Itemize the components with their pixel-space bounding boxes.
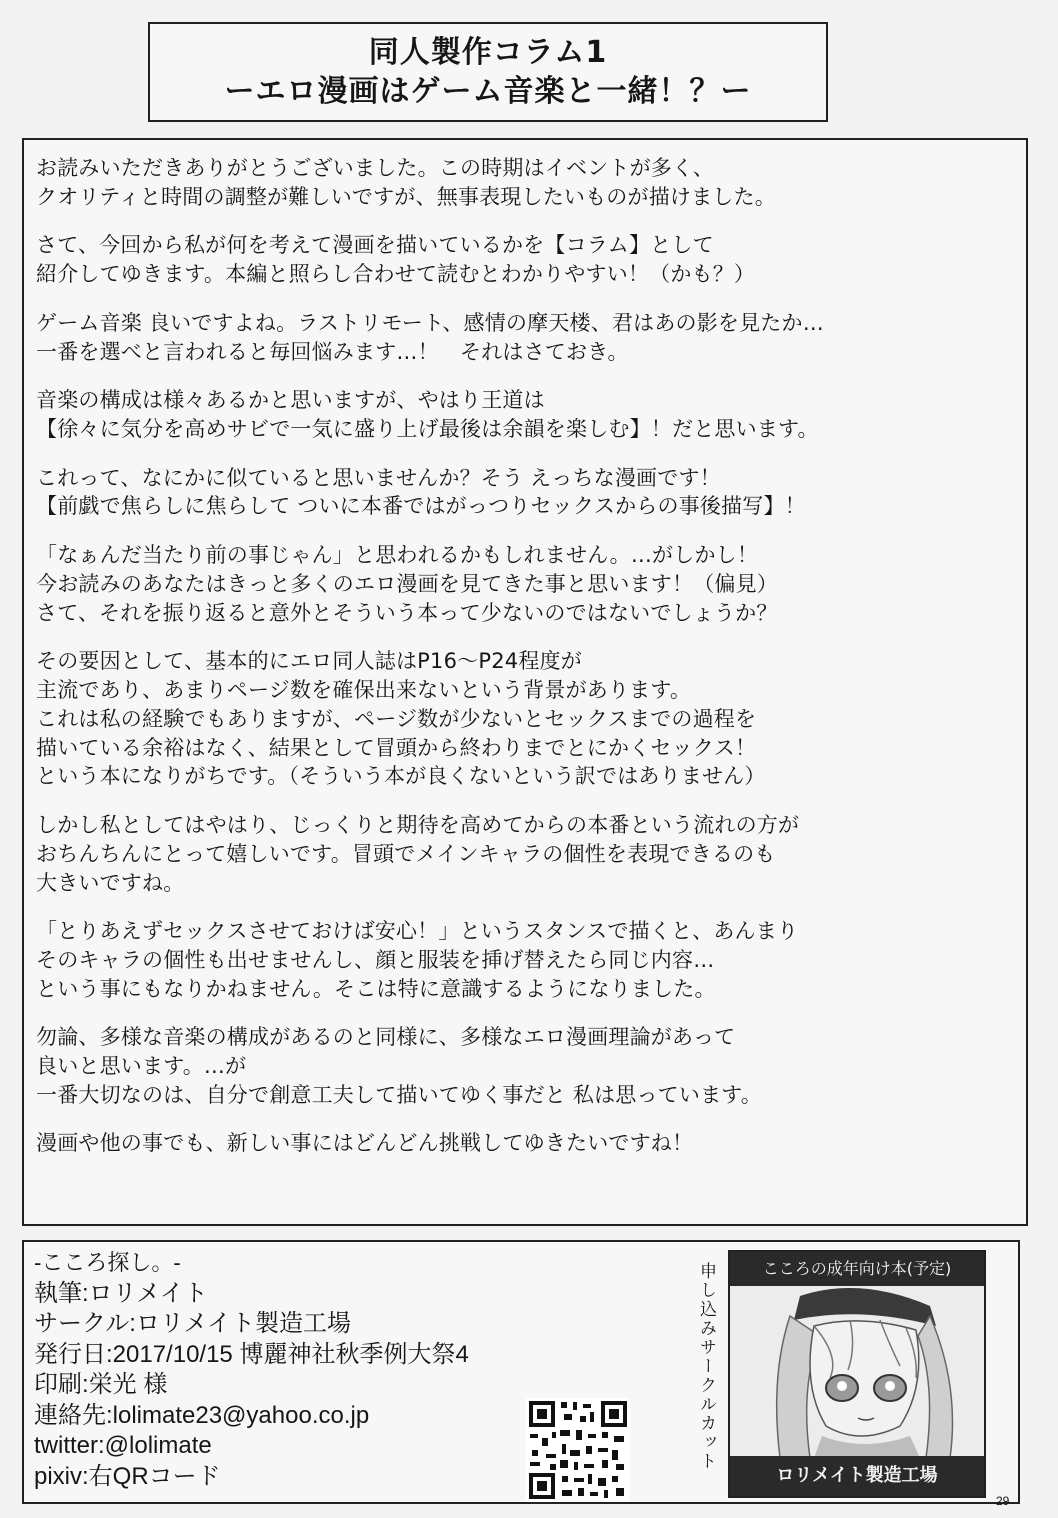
paragraph [36,647,1018,791]
text-line: 勿論、多様な音楽の構成があるのと同様に、多様なエロ漫画理論があって [36,1025,736,1050]
circle-cut [728,1250,986,1498]
text-line: 「とりあえずセックスさせておけば安心！」というスタンスで描くと、あんまり [36,919,799,944]
text-line: という本になりがちです。（そういう本が良くないという訳ではありません） [36,764,766,789]
text-line: 音楽の構成は様々あるかと思いますが、やはり王道は [36,388,545,413]
paragraph [36,541,1018,627]
circle-cut-top-label: こころの成年向け本(予定) [730,1252,984,1286]
text-line: 紹介してゆきます。本編と照らし合わせて読むとわかりやすい！（かも？） [36,262,756,287]
text-line: 主流であり、あまりページ数を確保出来ないという背景があります。 [36,677,692,702]
circle-cut-caption: 申し込みサークルカット [696,1262,716,1471]
pixiv-line: pixiv:右QRコード [34,1462,221,1490]
paragraph [36,917,1018,1003]
text-line: 【前戯で焦らしに焦らして ついに本番ではがっつりセックスからの事後描写】！ [36,494,806,519]
paragraph [36,811,1018,897]
text-line: しかし私としてはやはり、じっくりと期待を高めてからの本番という流れの方が [36,812,800,837]
text-line: 一番大切なのは、自分で創意工夫して描いてゆく事だと 私は思っています。 [36,1082,762,1107]
colophon-box [22,1240,1020,1504]
paragraph [36,464,1018,522]
qr-code-icon[interactable] [526,1398,630,1502]
colophon-text [34,1248,469,1492]
text-line: さて、今回から私が何を考えて漫画を描いているかを【コラム】として [36,233,714,258]
paragraph [36,1129,1018,1158]
text-line: クオリティと時間の調整が難しいですが、無事表現したいものが描けました。 [36,184,776,209]
paragraph [36,1023,1018,1109]
column-title: 同人製作コラム1 [368,35,608,70]
text-line: ゲーム音楽 良いですよね。ラストリモート、感情の摩天楼、君はあの影を見たか… [36,310,824,335]
text-line: 大きいですね。 [36,870,185,895]
text-line: 漫画や他の事でも、新しい事にはどんどん挑戦してゆきたいですね！ [36,1131,694,1156]
text-line: 【徐々に気分を高めサビで一気に盛り上げ最後は余韻を楽しむ】！だと思います。 [36,416,819,441]
publish-date-line: 発行日:2017/10/15 博麗神社秋季例大祭4 [34,1340,469,1368]
contact-line: 連絡先:lolimate23@yahoo.co.jp [34,1401,370,1429]
text-line: 描いている余裕はなく、結果として冒頭から終わりまでとにかくセックス！ [36,735,757,760]
paragraph [36,154,1018,212]
page-number: 29 [996,1494,1010,1508]
circle-cut-bottom-label: ロリメイト製造工場 [730,1456,984,1496]
text-line: お読みいただきありがとうございました。この時期はイベントが多く、 [36,156,714,180]
paragraph [36,309,1018,367]
text-line: その要因として、基本的にエロ同人誌はP16〜P24程度が [36,649,582,674]
text-line: これって、なにかに似ていると思いませんか？そう えっちな漫画です！ [36,465,721,490]
text-line: そのキャラの個性も出せませんし、顔と服装を挿げ替えたら同じ内容… [36,947,715,972]
text-line: 一番を選べと言われると毎回悩みます…！ それはさておき。 [36,339,629,364]
paragraph [36,231,1018,289]
character-illustration-icon [730,1286,984,1458]
twitter-line: twitter:@lolimate [34,1432,212,1459]
text-line: さて、それを振り返ると意外とそういう本って少ないのではないでしょうか？ [36,600,778,625]
paragraph [36,386,1018,444]
author-line: 執筆:ロリメイト [34,1279,208,1307]
column-title-box [148,22,828,122]
text-line: おちんちんにとって嬉しいです。冒頭でメインキャラの個性を表現できるのも [36,841,776,866]
printer-line: 印刷:栄光 様 [34,1371,168,1398]
text-line: という事にもなりかねません。そこは特に意識するようになりました。 [36,976,716,1001]
text-line: 良いと思います。…が [36,1054,247,1079]
text-line: 「なぁんだ当たり前の事じゃん」と思われるかもしれません。…がしかし！ [36,542,759,567]
column-body [22,138,1028,1226]
qr-code-graphic [526,1398,630,1502]
column-subtitle: ーエロ漫画はゲーム音楽と一緒！？ー [224,74,752,109]
book-title: -こころ探し。- [34,1250,181,1275]
circle-line: サークル:ロリメイト製造工場 [34,1310,351,1337]
text-line: これは私の経験でもありますが、ページ数が少ないとセックスまでの過程を [36,706,757,731]
text-line: 今お読みのあなたはきっと多くのエロ漫画を見てきた事と思います！（偏見） [36,571,778,596]
